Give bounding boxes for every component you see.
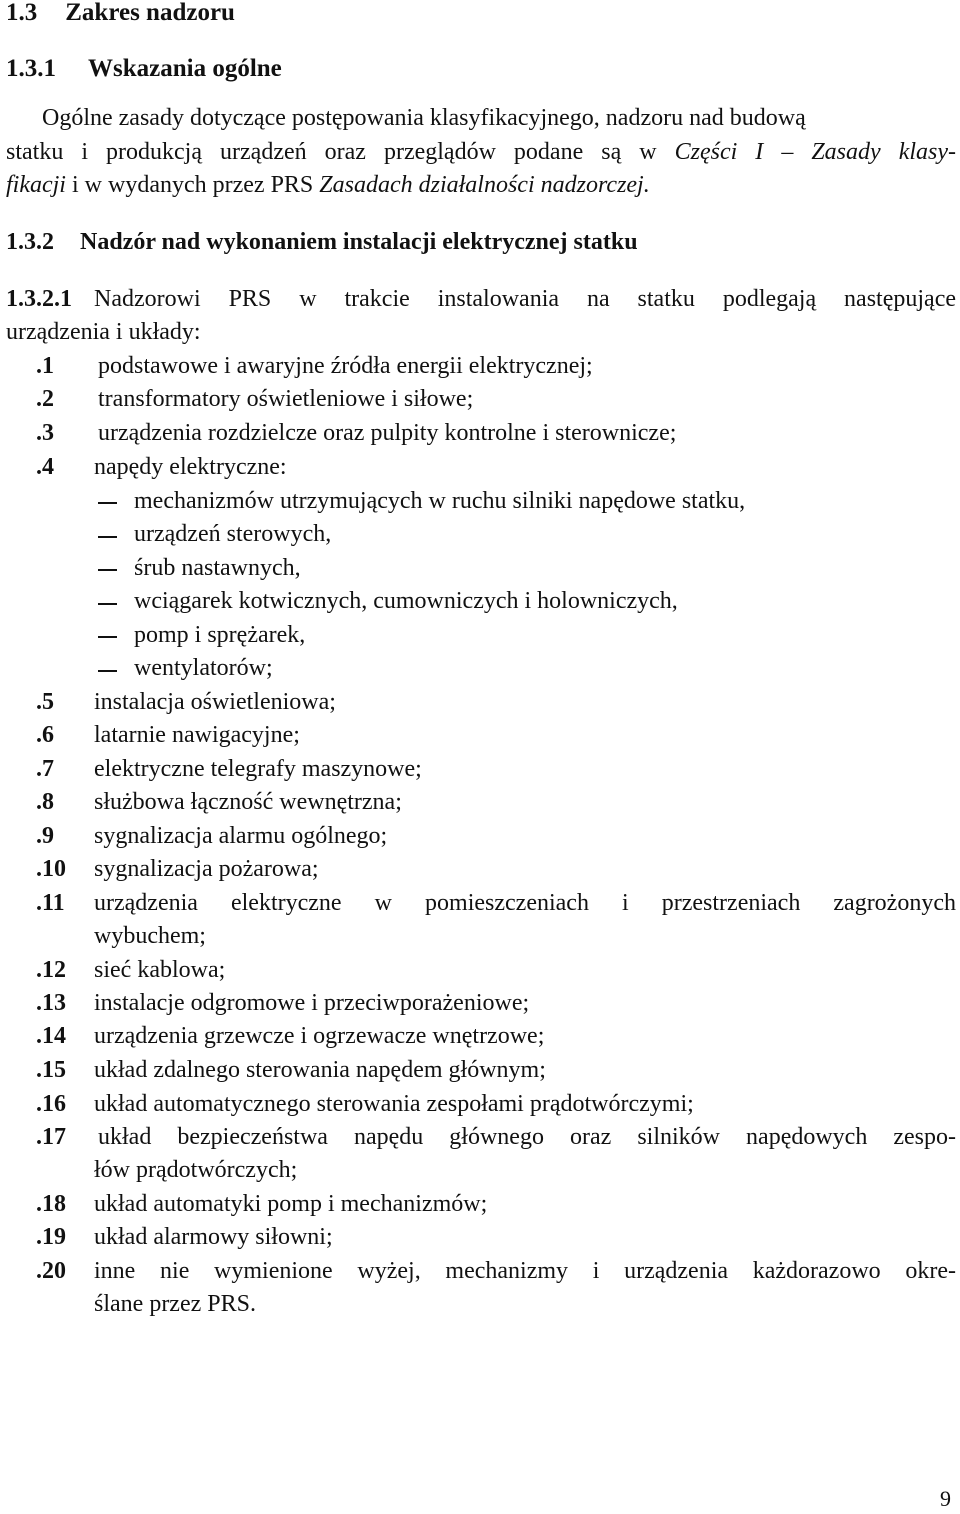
list-item-number: .15 <box>36 1057 66 1083</box>
dash-bullet <box>98 603 117 605</box>
list-item-number: .5 <box>36 689 54 715</box>
section-1-3-heading <box>6 0 235 28</box>
list-item-text: elektryczne telegrafy maszynowe; <box>94 756 422 782</box>
list-item-text: układ zdalnego sterowania napędem głównym; <box>94 1057 546 1083</box>
dash-bullet <box>98 670 117 672</box>
dash-bullet <box>98 502 117 504</box>
sub-item-text: pomp i sprężarek, <box>134 622 306 648</box>
section-1-3-2-heading <box>6 227 638 257</box>
list-item-number: .3 <box>36 420 54 446</box>
list-item-number: .6 <box>36 722 54 748</box>
list-item-text: układ alarmowy siłowni; <box>94 1224 333 1250</box>
list-item-text: urządzenia elektryczne w pomieszczeniach i przestrzeniach zagrożonych <box>94 890 956 916</box>
list-item-number: .19 <box>36 1224 66 1250</box>
paragraph-line <box>6 137 956 167</box>
clause-number: 1.3.2.1 <box>6 286 72 312</box>
reference-italic: Części I – Zasady klasy- <box>674 139 957 165</box>
list-item-text: służbowa łączność wewnętrzna; <box>94 789 402 815</box>
list-item-number: .20 <box>36 1258 66 1284</box>
list-item-number: .10 <box>36 856 66 882</box>
list-item-number: .13 <box>36 990 66 1016</box>
list-item-number: .14 <box>36 1023 66 1049</box>
section-title: Wskazania ogólne <box>88 55 282 82</box>
list-item-number: .16 <box>36 1091 66 1117</box>
list-item-text: układ bezpieczeństwa napędu głównego oraz silników napędowych zespo- <box>98 1124 956 1150</box>
reference-italic: Zasadach działalności nadzorczej. <box>319 172 650 198</box>
sub-item-text: mechanizmów utrzymujących w ruchu silniki napędowe statku, <box>134 488 746 514</box>
page-number: 9 <box>940 1486 951 1511</box>
dash-bullet <box>98 569 117 571</box>
paragraph-line <box>6 170 650 200</box>
clause-text: Nadzorowi PRS w trakcie instalowania na statku podlegają następujące <box>94 286 956 312</box>
dash-bullet <box>98 536 117 538</box>
section-title: Zakres nadzoru <box>65 0 235 26</box>
dash-bullet <box>98 636 117 638</box>
list-item-number: .4 <box>36 454 54 480</box>
list-item-number: .18 <box>36 1191 66 1217</box>
list-item-text: podstawowe i awaryjne źródła energii elektrycznej; <box>98 353 593 379</box>
list-item-text: układ automatycznego sterowania zespołami prądotwórczymi; <box>94 1091 694 1117</box>
sub-item-text: wciągarek kotwicznych, cumowniczych i holowniczych, <box>134 588 678 614</box>
list-item-text-cont: ślane przez PRS. <box>94 1291 256 1317</box>
list-item-text-cont: wybuchem; <box>94 923 206 949</box>
sub-item-text: śrub nastawnych, <box>134 555 301 581</box>
list-item-text: transformatory oświetleniowe i siłowe; <box>98 386 474 412</box>
list-item-text: sygnalizacja pożarowa; <box>94 856 319 882</box>
list-item-number: .17 <box>36 1124 66 1150</box>
text-run: statku i produkcją urządzeń oraz przeglądów podane są w <box>6 139 675 165</box>
list-item-text: układ automatyki pomp i mechanizmów; <box>94 1191 488 1217</box>
section-number: 1.3 <box>6 0 38 26</box>
section-1-3-1-heading <box>6 54 282 84</box>
list-item-text: sieć kablowa; <box>94 957 226 983</box>
list-item-number: .7 <box>36 756 54 782</box>
list-item-number: .8 <box>36 789 54 815</box>
clause-1-3-2-1 <box>6 284 956 314</box>
section-title: Nadzór nad wykonaniem instalacji elektrycznej statku <box>80 229 638 255</box>
list-item-text: urządzenia rozdzielcze oraz pulpity kontrolne i sterownicze; <box>98 420 677 446</box>
list-item-number: .12 <box>36 957 66 983</box>
list-item-text: latarnie nawigacyjne; <box>94 722 300 748</box>
text-run: i w wydanych przez PRS <box>65 172 320 198</box>
section-number: 1.3.1 <box>6 55 56 82</box>
sub-item-text: wentylatorów; <box>134 655 273 681</box>
list-item-number: .11 <box>36 890 65 916</box>
clause-text-cont: urządzenia i układy: <box>6 319 201 345</box>
list-item-number: .2 <box>36 386 54 412</box>
list-item-text: urządzenia grzewcze i ogrzewacze wnętrzowe; <box>94 1023 545 1049</box>
sub-item-text: urządzeń sterowych, <box>134 521 332 547</box>
list-item-text-cont: łów prądotwórczych; <box>94 1157 298 1183</box>
list-item-text: sygnalizacja alarmu ogólnego; <box>94 823 388 849</box>
paragraph-line: Ogólne zasady dotyczące postępowania klasyfikacyjnego, nadzoru nad budową <box>42 105 806 131</box>
list-item-text: napędy elektryczne: <box>94 454 287 480</box>
section-number: 1.3.2 <box>6 229 54 255</box>
list-item-text: inne nie wymienione wyżej, mechanizmy i urządzenia każdorazowo okre- <box>94 1258 956 1284</box>
list-item-number: .9 <box>36 823 54 849</box>
list-item-number: .1 <box>36 353 54 379</box>
reference-italic: fikacji <box>6 172 66 198</box>
list-item-text: instalacje odgromowe i przeciwporażeniowe; <box>94 990 530 1016</box>
list-item-text: instalacja oświetleniowa; <box>94 689 336 715</box>
